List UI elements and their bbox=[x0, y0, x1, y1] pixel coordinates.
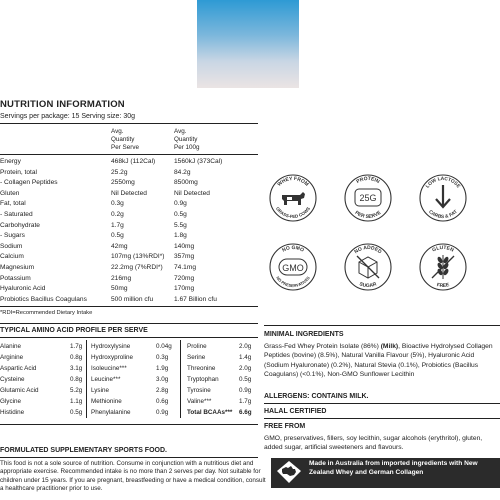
amino-value: 0.9g bbox=[239, 387, 252, 394]
cow-icon bbox=[282, 192, 305, 205]
rdi-footnote: *RDI=Recommended Dietary Intake bbox=[0, 310, 93, 316]
no-added-sugar-badge bbox=[345, 244, 391, 290]
per-serve-value: 468kJ (112Cal) bbox=[111, 158, 156, 165]
nutrient-name: Magnesium bbox=[0, 263, 35, 271]
amino-value: 0.5g bbox=[70, 409, 83, 416]
per-100g-value: 1.67 Billion cfu bbox=[174, 295, 217, 303]
australia-map-icon bbox=[274, 460, 304, 486]
divider bbox=[0, 424, 258, 425]
whey-badge bbox=[270, 175, 316, 221]
svg-text:NO ADDED: NO ADDED bbox=[353, 244, 383, 256]
col-header-per-100g: Avg. Quantity Per 100g bbox=[174, 128, 200, 151]
per-100g-value: 74.1mg bbox=[174, 263, 196, 271]
amino-column-1 bbox=[0, 341, 85, 418]
amino-row bbox=[0, 407, 85, 418]
nutrient-name: Energy bbox=[0, 158, 21, 165]
svg-text:CARBS & FAT: CARBS & FAT bbox=[427, 209, 459, 221]
nutrient-name: - Collagen Peptides bbox=[0, 179, 58, 187]
amino-name: Leucine*** bbox=[91, 376, 121, 383]
wheat-icon bbox=[432, 255, 454, 279]
amino-row bbox=[91, 352, 173, 363]
amino-value: 0.9g bbox=[156, 409, 169, 416]
amino-name: Methionine bbox=[91, 398, 122, 405]
ingredients-text: Grass-Fed Whey Protein Isolate (86%) (Milk), Bioactive Hydrolysed Collagen Peptides (bovine) (8.5%), Natural Vanilla Flavour (5%), Hyaluronic Acid (Sodium Hyaluronate) (0.2%), Natural Stevia (0.1%), Probiotics (Bacillus Coagulans) (<0.1%), Non-GMO Sunflower Lecithin bbox=[264, 343, 493, 379]
nutrition-row bbox=[0, 295, 258, 306]
amino-value: 2.0g bbox=[239, 343, 252, 350]
footer-title: FORMULATED SUPPLEMENTARY SPORTS FOOD. bbox=[0, 447, 167, 454]
amino-value: 1.7g bbox=[239, 398, 252, 405]
amino-row bbox=[187, 385, 258, 396]
per-serve-value: 1.7g bbox=[111, 221, 124, 229]
nutrition-row bbox=[0, 189, 258, 200]
amino-name: Alanine bbox=[0, 343, 22, 350]
amino-value: 1.4g bbox=[239, 354, 252, 361]
amino-name: Valine*** bbox=[187, 398, 212, 405]
column-divider bbox=[86, 340, 87, 418]
free-from-title: FREE FROM bbox=[264, 423, 306, 430]
divider bbox=[264, 403, 500, 404]
amino-row bbox=[91, 363, 173, 374]
amino-row bbox=[187, 363, 258, 374]
per-serve-value: 50mg bbox=[111, 285, 128, 293]
nutrient-name: Calcium bbox=[0, 253, 24, 261]
low-lactose-badge bbox=[420, 175, 466, 221]
divider bbox=[264, 418, 500, 419]
amino-row bbox=[91, 396, 173, 407]
amino-value: 6.6g bbox=[239, 409, 252, 416]
amino-value: 1.7g bbox=[70, 343, 83, 350]
divider bbox=[0, 457, 258, 458]
svg-text:FREE: FREE bbox=[435, 282, 451, 290]
per-serve-value: 500 million cfu bbox=[111, 295, 154, 303]
nutrition-row bbox=[0, 252, 258, 263]
nutrition-row bbox=[0, 199, 258, 210]
amino-row bbox=[0, 396, 85, 407]
per-100g-value: 1560kJ (373Cal) bbox=[174, 158, 223, 165]
svg-text:25G: 25G bbox=[359, 193, 377, 203]
amino-value: 0.5g bbox=[239, 376, 252, 383]
down-arrow-icon bbox=[436, 185, 450, 207]
badges-group bbox=[264, 170, 500, 310]
amino-row bbox=[187, 352, 258, 363]
amino-row bbox=[0, 352, 85, 363]
amino-row bbox=[0, 363, 85, 374]
nutrient-name: Probiotics Bacillus Coagulans bbox=[0, 295, 87, 303]
nutrition-row bbox=[0, 178, 258, 189]
amino-column-2 bbox=[91, 341, 173, 418]
amino-name: Lysine bbox=[91, 387, 109, 394]
amino-row bbox=[187, 374, 258, 385]
allergens-text: ALLERGENS: CONTAINS MILK. bbox=[264, 393, 369, 400]
amino-name: Tryptophan bbox=[187, 376, 219, 383]
per-100g-value: 5.5g bbox=[174, 221, 187, 229]
no-sugar-cube-icon bbox=[357, 256, 379, 278]
nutrient-name: Carbohydrate bbox=[0, 221, 40, 229]
per-100g-value: 357mg bbox=[174, 253, 195, 261]
nutrition-row bbox=[0, 210, 258, 221]
amino-row bbox=[187, 407, 258, 418]
made-in-text: Made in Australia from imported ingredients with New Zealand Whey and German Collagen bbox=[309, 460, 478, 476]
nutrient-name: - Saturated bbox=[0, 210, 33, 218]
svg-text:GMO: GMO bbox=[282, 263, 304, 273]
svg-text:LOW LACTOSE: LOW LACTOSE bbox=[425, 176, 461, 190]
amino-row bbox=[0, 374, 85, 385]
svg-text:WHEY FROM: WHEY FROM bbox=[276, 175, 310, 188]
column-divider bbox=[180, 340, 181, 418]
amino-value: 0.3g bbox=[156, 354, 169, 361]
made-in-australia-box bbox=[271, 458, 500, 488]
nutrient-name: - Sugars bbox=[0, 232, 25, 240]
amino-name: Aspartic Acid bbox=[0, 365, 37, 372]
amino-name: Isoleucine*** bbox=[91, 365, 127, 372]
amino-value: 0.6g bbox=[156, 398, 169, 405]
protein-badge bbox=[345, 175, 391, 221]
per-100g-value: 84.2g bbox=[174, 168, 191, 176]
per-serve-value: 42mg bbox=[111, 242, 128, 250]
svg-text:NO PRESERVATIVES: NO PRESERVATIVES bbox=[275, 275, 311, 289]
amino-title: TYPICAL AMINO ACID PROFILE PER SERVE bbox=[0, 327, 148, 334]
amino-name: Hydroxylysine bbox=[91, 343, 131, 350]
nutrition-row bbox=[0, 231, 258, 242]
per-100g-value: 0.5g bbox=[174, 210, 187, 218]
amino-row bbox=[187, 341, 258, 352]
divider bbox=[264, 325, 500, 326]
per-serve-value: 0.3g bbox=[111, 200, 124, 208]
amino-value: 0.04g bbox=[156, 343, 172, 350]
per-100g-value: 720mg bbox=[174, 274, 195, 282]
divider bbox=[0, 323, 258, 324]
amino-name: Threonine bbox=[187, 365, 216, 372]
per-100g-value: 140mg bbox=[174, 242, 195, 250]
amino-value: 1.1g bbox=[70, 398, 83, 405]
free-from-text: GMO, preservatives, fillers, soy lecithin, sugar alcohols (erythritol), gluten, added sugar, artificial sweeteners and flavours. bbox=[264, 435, 483, 452]
nutrition-row bbox=[0, 284, 258, 295]
gluten-free-badge bbox=[420, 244, 466, 290]
per-serve-value: 216mg bbox=[111, 274, 132, 282]
nutrition-title: NUTRITION INFORMATION bbox=[0, 99, 125, 110]
amino-row bbox=[0, 341, 85, 352]
no-gmo-badge bbox=[270, 244, 316, 290]
svg-text:NO GMO: NO GMO bbox=[281, 244, 305, 254]
nutrition-row bbox=[0, 157, 258, 168]
per-serve-value: 0.2g bbox=[111, 210, 124, 218]
per-serve-value: 22.2mg (7%RDI*) bbox=[111, 263, 163, 271]
amino-name: Total BCAAs*** bbox=[187, 409, 233, 416]
amino-row bbox=[91, 341, 173, 352]
svg-text:PER SERVE: PER SERVE bbox=[353, 209, 383, 221]
amino-name: Serine bbox=[187, 354, 206, 361]
amino-name: Arginine bbox=[0, 354, 24, 361]
amino-name: Glycine bbox=[0, 398, 21, 405]
amino-value: 3.0g bbox=[156, 376, 169, 383]
amino-row bbox=[187, 396, 258, 407]
footer-text: This food is not a sole source of nutrition. Consume in conjunction with a nutritious diet and appropriate exercise. Recommended intake is no more than 2 serves per day. Not suitable for children under 15 years. If you are pregnant, breastfeeding or have a medical condition, consult a healthcare practitioner prior to use. bbox=[0, 460, 266, 493]
per-100g-value: 8500mg bbox=[174, 179, 198, 187]
divider bbox=[0, 337, 258, 338]
amino-name: Hydroxyproline bbox=[91, 354, 133, 361]
divider bbox=[0, 306, 258, 307]
product-color-swatch bbox=[197, 0, 299, 88]
amino-name: Proline bbox=[187, 343, 207, 350]
per-100g-value: 1.8g bbox=[174, 232, 187, 240]
amino-name: Tyrosine bbox=[187, 387, 211, 394]
divider bbox=[0, 123, 258, 124]
nutrition-row bbox=[0, 274, 258, 285]
amino-value: 0.8g bbox=[70, 376, 83, 383]
amino-row bbox=[0, 385, 85, 396]
nutrient-name: Potassium bbox=[0, 274, 31, 282]
nutrition-row bbox=[0, 263, 258, 274]
per-serve-value: 0.5g bbox=[111, 232, 124, 240]
ingredients-title: MINIMAL INGREDIENTS bbox=[264, 331, 344, 338]
nutrition-row bbox=[0, 221, 258, 232]
nutrient-name: Sodium bbox=[0, 242, 23, 250]
divider bbox=[0, 154, 258, 155]
amino-name: Glutamic Acid bbox=[0, 387, 39, 394]
per-100g-value: 170mg bbox=[174, 285, 195, 293]
amino-value: 3.1g bbox=[70, 365, 83, 372]
nutrition-row bbox=[0, 168, 258, 179]
halal-text: HALAL CERTIFIED bbox=[264, 408, 327, 415]
amino-value: 2.8g bbox=[156, 387, 169, 394]
svg-text:GLUTEN: GLUTEN bbox=[431, 244, 455, 254]
per-100g-value: Nil Detected bbox=[174, 189, 210, 197]
amino-name: Histidine bbox=[0, 409, 25, 416]
amino-value: 2.0g bbox=[239, 365, 252, 372]
amino-column-3 bbox=[187, 341, 258, 418]
servings-text: Servings per package: 15 Serving size: 30g bbox=[0, 113, 136, 120]
nutrition-row bbox=[0, 242, 258, 253]
amino-name: Phenylalanine bbox=[91, 409, 131, 416]
amino-value: 5.2g bbox=[70, 387, 83, 394]
per-serve-value: 107mg (13%RDI*) bbox=[111, 253, 165, 261]
svg-text:SUGAR: SUGAR bbox=[358, 281, 378, 290]
per-serve-value: 2550mg bbox=[111, 179, 135, 187]
amino-row bbox=[91, 385, 173, 396]
per-serve-value: 25.2g bbox=[111, 168, 128, 176]
per-serve-value: Nil Detected bbox=[111, 189, 147, 197]
nutrient-name: Gluten bbox=[0, 189, 20, 197]
amino-name: Cysteine bbox=[0, 376, 25, 383]
svg-text:PROTEIN: PROTEIN bbox=[355, 175, 381, 186]
nutrient-name: Fat, total bbox=[0, 200, 26, 208]
per-100g-value: 0.9g bbox=[174, 200, 187, 208]
svg-text:GRASS-FED COWS: GRASS-FED COWS bbox=[274, 206, 311, 220]
nutrient-name: Protein, total bbox=[0, 168, 38, 176]
amino-row bbox=[91, 374, 173, 385]
nutrient-name: Hyaluronic Acid bbox=[0, 285, 46, 293]
amino-row bbox=[91, 407, 173, 418]
nutrition-table bbox=[0, 157, 258, 305]
amino-value: 0.8g bbox=[70, 354, 83, 361]
col-header-per-serve: Avg. Quantity Per Serve bbox=[111, 128, 139, 151]
amino-value: 1.9g bbox=[156, 365, 169, 372]
